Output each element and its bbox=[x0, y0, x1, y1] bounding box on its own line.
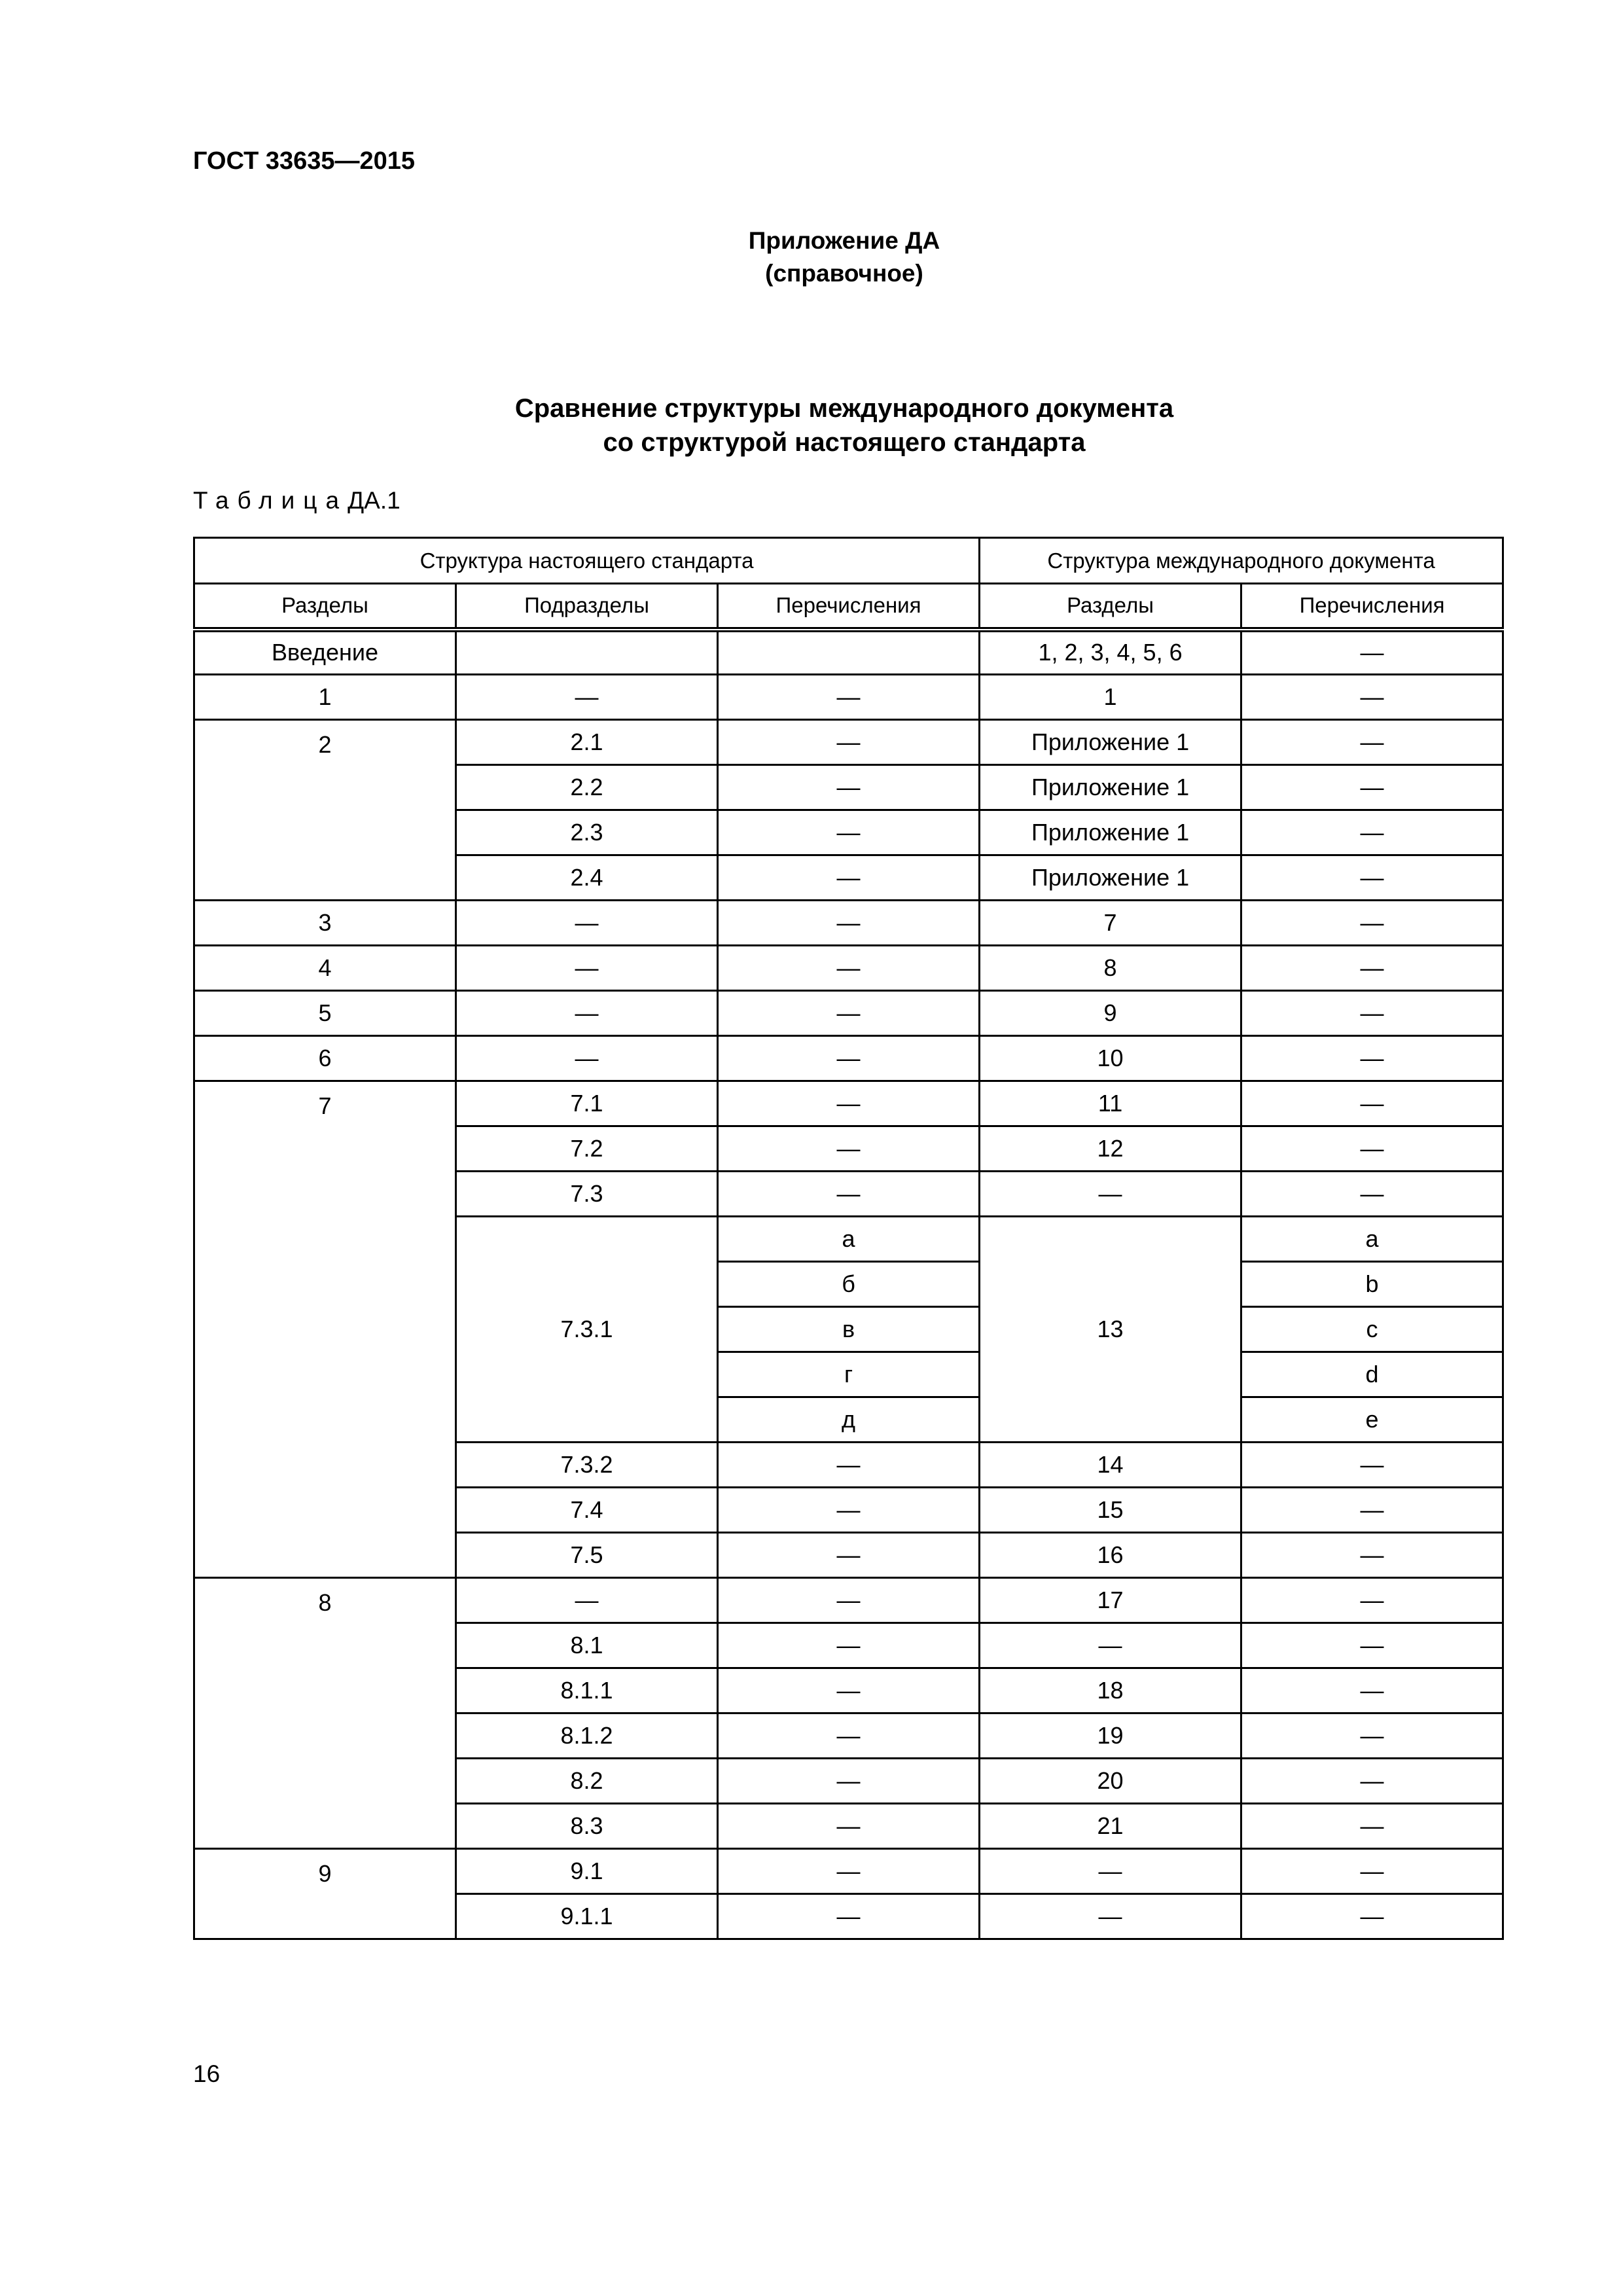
table-title-line-2: со структурой настоящего стандарта bbox=[603, 428, 1086, 457]
table-cell: б bbox=[718, 1262, 980, 1307]
table-cell: — bbox=[1241, 991, 1503, 1036]
table-cell: Приложение 1 bbox=[980, 855, 1241, 901]
table-cell: — bbox=[1241, 1894, 1503, 1939]
table-cell: — bbox=[456, 901, 718, 946]
table-cell: 8 bbox=[194, 1578, 456, 1849]
table-cell: 2.1 bbox=[456, 720, 718, 765]
table-cell: — bbox=[1241, 720, 1503, 765]
table-cell: a bbox=[1241, 1217, 1503, 1262]
table-cell: — bbox=[718, 1668, 980, 1713]
table-cell: 7.1 bbox=[456, 1081, 718, 1126]
table-cell: — bbox=[718, 1081, 980, 1126]
table-cell: — bbox=[1241, 1759, 1503, 1804]
table-cell: — bbox=[456, 946, 718, 991]
group-header-international: Структура международного документа bbox=[980, 538, 1503, 584]
table-row bbox=[194, 1036, 1503, 1081]
table-cell: Приложение 1 bbox=[980, 720, 1241, 765]
table-cell: — bbox=[1241, 1623, 1503, 1668]
table-cell: — bbox=[1241, 1036, 1503, 1081]
table-cell: 2.4 bbox=[456, 855, 718, 901]
table-cell: — bbox=[718, 1533, 980, 1578]
table-cell: 13 bbox=[980, 1217, 1241, 1443]
table-cell: Введение bbox=[194, 630, 456, 675]
column-header: Разделы bbox=[980, 584, 1241, 630]
table-cell: 5 bbox=[194, 991, 456, 1036]
table-cell: 9.1.1 bbox=[456, 1894, 718, 1939]
table-row bbox=[194, 1578, 1503, 1623]
table-cell: 1, 2, 3, 4, 5, 6 bbox=[980, 630, 1241, 675]
table-cell: — bbox=[1241, 1668, 1503, 1713]
table-cell: — bbox=[718, 1126, 980, 1172]
appendix-type: (справочное) bbox=[765, 260, 923, 287]
table-cell: 19 bbox=[980, 1713, 1241, 1759]
table-row bbox=[194, 901, 1503, 946]
structure-comparison-table bbox=[193, 537, 1504, 1940]
table-cell: — bbox=[718, 1488, 980, 1533]
table-cell: 21 bbox=[980, 1804, 1241, 1849]
table-cell: — bbox=[718, 810, 980, 855]
table-row bbox=[194, 675, 1503, 720]
table-cell: — bbox=[718, 1172, 980, 1217]
table-cell: 16 bbox=[980, 1533, 1241, 1578]
table-cell: 7.4 bbox=[456, 1488, 718, 1533]
table-cell: 2 bbox=[194, 720, 456, 901]
table-cell: — bbox=[718, 946, 980, 991]
table-cell: — bbox=[1241, 1172, 1503, 1217]
table-cell: — bbox=[1241, 1713, 1503, 1759]
table-cell: — bbox=[980, 1172, 1241, 1217]
table-cell: b bbox=[1241, 1262, 1503, 1307]
table-cell: — bbox=[980, 1623, 1241, 1668]
table-cell: 12 bbox=[980, 1126, 1241, 1172]
table-cell: — bbox=[718, 855, 980, 901]
table-cell: — bbox=[1241, 765, 1503, 810]
table-cell: — bbox=[1241, 1849, 1503, 1894]
table-cell: — bbox=[718, 1036, 980, 1081]
table-cell: — bbox=[456, 991, 718, 1036]
table-cell: д bbox=[718, 1397, 980, 1443]
table-caption bbox=[193, 487, 401, 514]
table-cell: — bbox=[718, 1578, 980, 1623]
table-cell: — bbox=[718, 1759, 980, 1804]
table-cell bbox=[456, 630, 718, 675]
table-cell: — bbox=[1241, 675, 1503, 720]
table-cell: — bbox=[1241, 1533, 1503, 1578]
table-cell: 8 bbox=[980, 946, 1241, 991]
table-cell: — bbox=[1241, 1578, 1503, 1623]
table-cell: 7.3.2 bbox=[456, 1443, 718, 1488]
table-cell: 11 bbox=[980, 1081, 1241, 1126]
table-cell: — bbox=[718, 1713, 980, 1759]
document-header: ГОСТ 33635—2015 bbox=[193, 147, 416, 175]
page-number: 16 bbox=[193, 2060, 221, 2087]
table-cell: — bbox=[1241, 1443, 1503, 1488]
table-cell: — bbox=[718, 765, 980, 810]
table-cell: 8.1 bbox=[456, 1623, 718, 1668]
table-cell: — bbox=[456, 1036, 718, 1081]
appendix-heading bbox=[0, 224, 1623, 290]
table-title bbox=[0, 391, 1623, 459]
table-cell: 2.3 bbox=[456, 810, 718, 855]
table-cell: 7.5 bbox=[456, 1533, 718, 1578]
table-cell: — bbox=[1241, 810, 1503, 855]
table-cell: — bbox=[1241, 630, 1503, 675]
table-cell: — bbox=[1241, 901, 1503, 946]
table-cell: 20 bbox=[980, 1759, 1241, 1804]
table-cell: 1 bbox=[194, 675, 456, 720]
table-title-line-1: Сравнение структуры международного документа bbox=[514, 394, 1174, 423]
table-cell: 7.3.1 bbox=[456, 1217, 718, 1443]
table-cell: c bbox=[1241, 1307, 1503, 1352]
table-cell: — bbox=[980, 1894, 1241, 1939]
table-cell: 2.2 bbox=[456, 765, 718, 810]
table-cell: — bbox=[718, 991, 980, 1036]
column-header: Разделы bbox=[194, 584, 456, 630]
table-cell: — bbox=[1241, 1804, 1503, 1849]
table-cell: d bbox=[1241, 1352, 1503, 1397]
table-cell: — bbox=[718, 1804, 980, 1849]
table-cell: 6 bbox=[194, 1036, 456, 1081]
table-cell: а bbox=[718, 1217, 980, 1262]
table-cell: 8.3 bbox=[456, 1804, 718, 1849]
table-cell: в bbox=[718, 1307, 980, 1352]
table-row bbox=[194, 946, 1503, 991]
table-cell: 18 bbox=[980, 1668, 1241, 1713]
table-cell: 8.2 bbox=[456, 1759, 718, 1804]
appendix-title: Приложение ДА bbox=[748, 227, 940, 254]
table-cell: 8.1.1 bbox=[456, 1668, 718, 1713]
table-row bbox=[194, 1849, 1503, 1894]
table-cell: 10 bbox=[980, 1036, 1241, 1081]
table-cell: — bbox=[718, 901, 980, 946]
table-cell: — bbox=[1241, 946, 1503, 991]
table-cell: 7 bbox=[980, 901, 1241, 946]
table-cell: 7.3 bbox=[456, 1172, 718, 1217]
table-cell: — bbox=[718, 1443, 980, 1488]
table-cell: 9 bbox=[980, 991, 1241, 1036]
column-header: Перечисления bbox=[718, 584, 980, 630]
table-cell: 7 bbox=[194, 1081, 456, 1578]
table-cell: — bbox=[980, 1849, 1241, 1894]
table-cell: — bbox=[456, 675, 718, 720]
table-row bbox=[194, 630, 1503, 675]
table-cell: — bbox=[1241, 1488, 1503, 1533]
table-cell: — bbox=[1241, 1081, 1503, 1126]
table-cell: 9 bbox=[194, 1849, 456, 1939]
table-group-header-row bbox=[194, 538, 1503, 584]
table-row bbox=[194, 991, 1503, 1036]
table-caption-prefix: Таблица bbox=[193, 487, 348, 514]
table-cell: 4 bbox=[194, 946, 456, 991]
table-cell: — bbox=[1241, 855, 1503, 901]
table-cell: г bbox=[718, 1352, 980, 1397]
table-cell: Приложение 1 bbox=[980, 810, 1241, 855]
table-row bbox=[194, 720, 1503, 765]
table-row bbox=[194, 1081, 1503, 1126]
table-cell: — bbox=[1241, 1126, 1503, 1172]
table-cell: — bbox=[456, 1578, 718, 1623]
table-cell: 1 bbox=[980, 675, 1241, 720]
table-cell bbox=[718, 630, 980, 675]
table-cell: — bbox=[718, 720, 980, 765]
table-caption-number: ДА.1 bbox=[348, 487, 401, 514]
table-cell: 3 bbox=[194, 901, 456, 946]
table-cell: 15 bbox=[980, 1488, 1241, 1533]
column-header: Подразделы bbox=[456, 584, 718, 630]
table-cell: 7.2 bbox=[456, 1126, 718, 1172]
table-column-header-row bbox=[194, 584, 1503, 630]
table-cell: — bbox=[718, 1623, 980, 1668]
table-cell: 14 bbox=[980, 1443, 1241, 1488]
table-cell: e bbox=[1241, 1397, 1503, 1443]
table-cell: — bbox=[718, 1894, 980, 1939]
group-header-this-standard: Структура настоящего стандарта bbox=[194, 538, 980, 584]
table-cell: 17 bbox=[980, 1578, 1241, 1623]
table-cell: — bbox=[718, 1849, 980, 1894]
table-cell: — bbox=[718, 675, 980, 720]
table-cell: 8.1.2 bbox=[456, 1713, 718, 1759]
table-cell: Приложение 1 bbox=[980, 765, 1241, 810]
column-header: Перечисления bbox=[1241, 584, 1503, 630]
table-cell: 9.1 bbox=[456, 1849, 718, 1894]
